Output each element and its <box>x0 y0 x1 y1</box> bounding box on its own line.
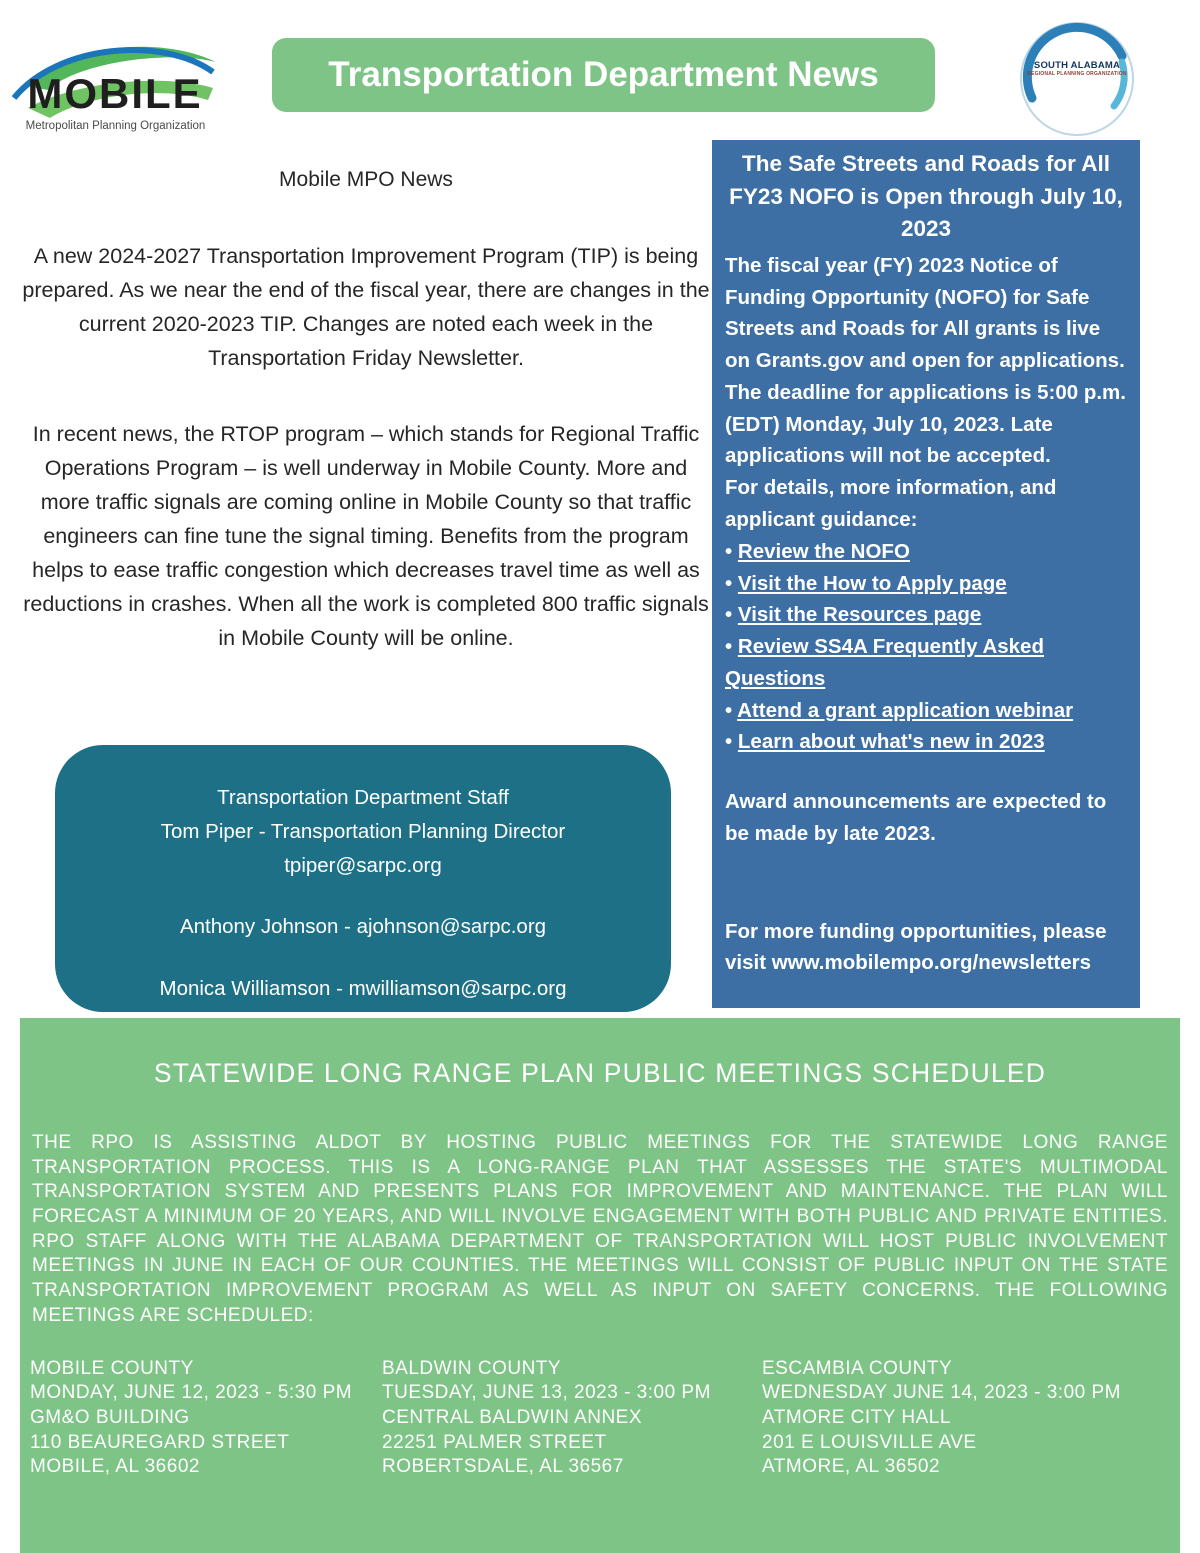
page-title-banner <box>272 38 935 112</box>
mobile-mpo-logo <box>8 28 223 133</box>
meeting-address1: 22251 PALMER STREET <box>382 1431 607 1453</box>
statewide-meetings-title: STATEWIDE LONG RANGE PLAN PUBLIC MEETINGS SCHEDULED <box>153 1058 1047 1088</box>
meetings-columns <box>30 1357 1170 1480</box>
safe-streets-paragraph-2: For details, more information, and applicant guidance: <box>725 476 1057 531</box>
link-row <box>725 631 1127 695</box>
sarpo-logo-rings-icon <box>1018 20 1136 138</box>
safe-streets-title: The Safe Streets and Roads for All FY23 NOFO is Open through July 10, 2023 <box>729 151 1123 242</box>
header <box>0 0 1200 140</box>
meeting-datetime: WEDNESDAY JUNE 14, 2023 - 3:00 PM <box>762 1382 1121 1404</box>
meeting-county: MOBILE COUNTY <box>30 1357 194 1379</box>
meeting-datetime: TUESDAY, JUNE 13, 2023 - 3:00 PM <box>382 1382 711 1404</box>
page-title: Transportation Department News <box>328 55 879 94</box>
link-row <box>725 536 1127 568</box>
meeting-mobile-county <box>30 1357 382 1480</box>
link-resources-page[interactable]: Visit the Resources page <box>737 603 982 627</box>
staff-spacer <box>55 882 671 910</box>
staff-box-title: Transportation Department Staff <box>217 786 509 809</box>
meeting-location: ATMORE CITY HALL <box>762 1406 951 1428</box>
link-row <box>725 695 1127 727</box>
staff-line-tpiper-email: tpiper@sarpc.org <box>284 853 442 877</box>
sarpo-logo <box>1018 20 1136 138</box>
mpo-news-paragraph-2: In recent news, the RTOP program – which stands for Regional Traffic Operations Program – is well underway in Mobile County. More and more traffic signals are coming online in Mobile County so that traffic engineers can fine tune the signal timing. Benefits from the program helps to ease traffic congestion which decreases travel time as well as reductions in crashes. When all the work is completed 800 traffic signals in Mobile County will be online. <box>23 421 709 650</box>
link-row <box>725 599 1127 631</box>
meeting-location: GM&O BUILDING <box>30 1406 190 1428</box>
statewide-meetings-paragraph: THE RPO IS ASSISTING ALDOT BY HOSTING PUBLIC MEETINGS FOR THE STATEWIDE LONG RANGE TRANSPORTATION PROCESS. THIS IS A LONG-RANGE PLAN THAT ASSESSES THE STATE'S MULTIMODAL TRANSPORTATION SYSTEM AND PRESENTS PLANS FOR IMPROVEMENT AND MAINTENANCE. THE PLAN WILL FORECAST A MINIMUM OF 20 YEARS, AND WILL INVOLVE ENGAGEMENT WITH BOTH PUBLIC AND PRIVATE ENTITIES. RPO STAFF ALONG WITH THE ALABAMA DEPARTMENT OF TRANSPORTATION WILL HOST PUBLIC INVOLVEMENT MEETINGS IN JUNE IN EACH OF OUR COUNTIES. THE MEETINGS WILL CONSIST OF PUBLIC INPUT ON THE STATE TRANSPORTATION IMPROVEMENT PROGRAM AS WELL AS INPUT ON SAFETY CONCERNS. THE FOLLOWING MEETINGS ARE SCHEDULED: <box>32 1132 1168 1326</box>
mobile-logo-subtitle: Metropolitan Planning Organization <box>25 120 206 132</box>
mpo-news-title: Mobile MPO News <box>279 168 453 191</box>
staff-line-anthony-johnson: Anthony Johnson - ajohnson@sarpc.org <box>179 915 547 939</box>
sarpo-logo-line1: SOUTH ALABAMA <box>1033 60 1121 71</box>
bullet-icon: • <box>725 603 733 627</box>
bullet-icon: • <box>725 539 733 563</box>
link-how-to-apply[interactable]: Visit the How to Apply page <box>737 571 1007 595</box>
staff-box <box>55 745 671 1012</box>
mpo-news-column <box>18 168 714 698</box>
link-row <box>725 726 1127 758</box>
staff-line-monica-williamson: Monica Williamson - mwilliamson@sarpc.org <box>159 977 567 1001</box>
bullet-icon: • <box>725 698 733 722</box>
meeting-location: CENTRAL BALDWIN ANNEX <box>382 1406 643 1428</box>
link-whats-new-2023[interactable]: Learn about what's new in 2023 <box>737 730 1045 754</box>
spacer <box>725 850 1127 916</box>
meeting-county: ESCAMBIA COUNTY <box>762 1357 953 1379</box>
mpo-news-paragraph-1: A new 2024-2027 Transportation Improvement Program (TIP) is being prepared. As we near the end of the fiscal year, there are changes in the current 2020-2023 TIP. Changes are noted each week in the Transportation Friday Newsletter. <box>22 244 710 370</box>
meeting-county: BALDWIN COUNTY <box>382 1357 562 1379</box>
meeting-escambia-county <box>762 1357 1162 1480</box>
bullet-icon: • <box>725 730 733 754</box>
safe-streets-funding-note: For more funding opportunities, please visit www.mobilempo.org/newsletters <box>725 919 1107 975</box>
meeting-address2: MOBILE, AL 36602 <box>30 1456 200 1478</box>
meeting-datetime: MONDAY, JUNE 12, 2023 - 5:30 PM <box>30 1382 353 1404</box>
bullet-icon: • <box>725 635 733 659</box>
sarpo-logo-line2: REGIONAL PLANNING ORGANIZATION <box>1027 71 1127 78</box>
safe-streets-panel <box>712 140 1140 1008</box>
meeting-address2: ATMORE, AL 36502 <box>762 1456 941 1478</box>
spacer <box>725 758 1127 786</box>
bullet-icon: • <box>725 571 733 595</box>
link-row <box>725 568 1127 600</box>
sarpo-logo-text <box>1018 60 1136 77</box>
link-ss4a-faq[interactable]: Review SS4A Frequently Asked Questions <box>725 635 1044 690</box>
link-grant-webinar[interactable]: Attend a grant application webinar <box>737 698 1074 722</box>
meeting-address1: 110 BEAUREGARD STREET <box>30 1431 290 1453</box>
mobile-logo-wordmark: MOBILE <box>27 70 203 117</box>
safe-streets-paragraph-1: The fiscal year (FY) 2023 Notice of Funding Opportunity (NOFO) for Safe Streets and Roads for All grants is live on Grants.gov and open for applications. The deadline for applications is 5:00 p.m. (EDT) Monday, July 10, 2023. Late applications will not be accepted. <box>725 253 1126 468</box>
link-review-nofo[interactable]: Review the NOFO <box>737 539 910 563</box>
staff-spacer <box>55 944 671 972</box>
meeting-address1: 201 E LOUISVILLE AVE <box>762 1431 977 1453</box>
statewide-meetings-section <box>20 1018 1180 1553</box>
staff-line-tom-piper: Tom Piper - Transportation Planning Director <box>160 819 566 843</box>
meeting-address2: ROBERTSDALE, AL 36567 <box>382 1456 624 1478</box>
meeting-baldwin-county <box>382 1357 762 1480</box>
safe-streets-award-note: Award announcements are expected to be made by late 2023. <box>725 790 1107 845</box>
